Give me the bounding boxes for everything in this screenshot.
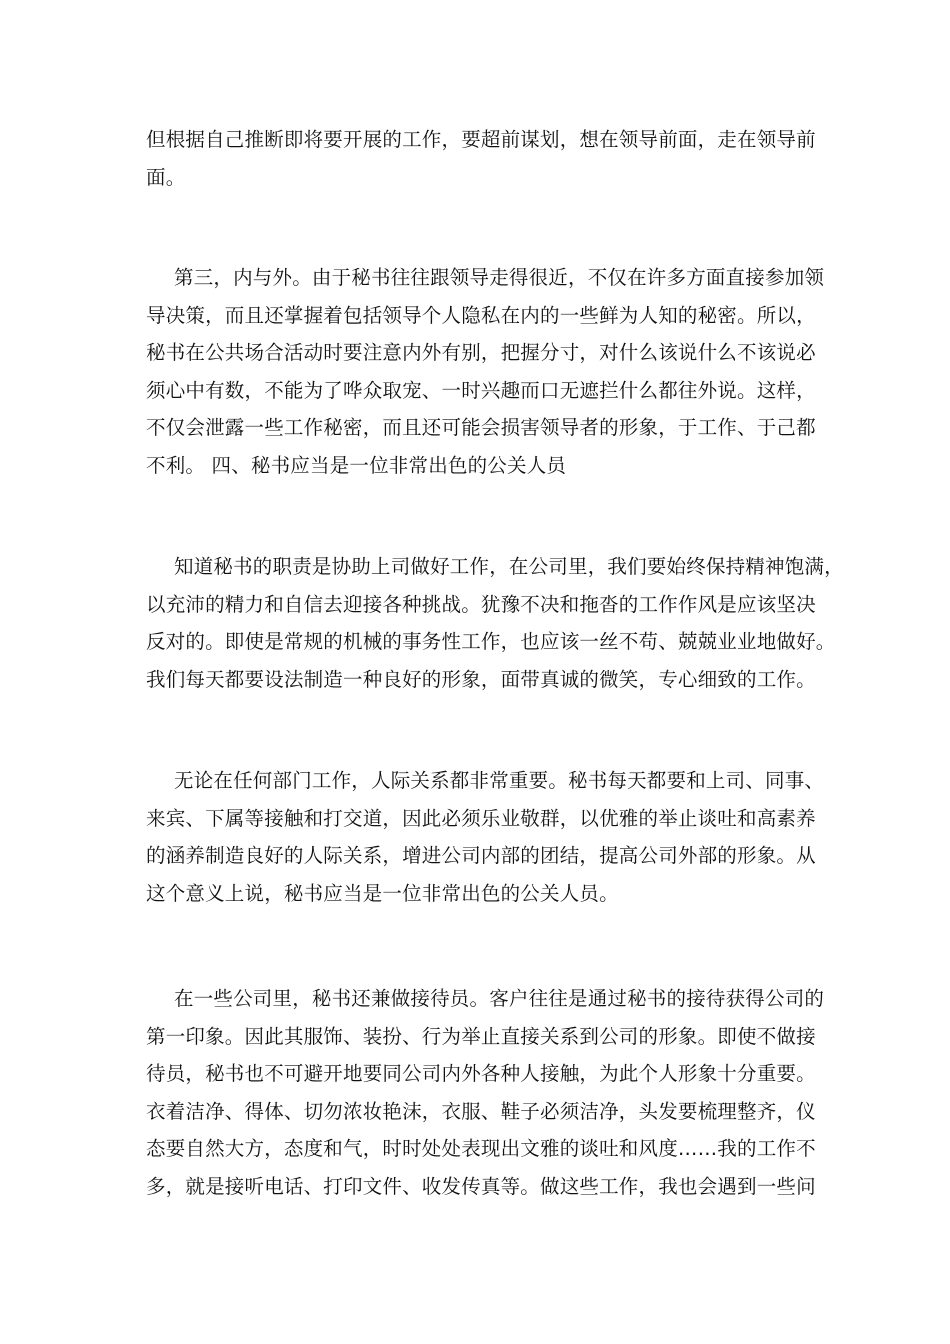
paragraph-line: 不利。 四、秘书应当是一位非常出色的公关人员 [146,453,567,477]
paragraph-continuation [146,121,814,196]
paragraph-relationships [146,762,825,912]
paragraph-line: 态要自然大方，态度和气，时时处处表现出文雅的谈吐和风度……我的工作不 [146,1137,816,1160]
paragraph-line: 导决策，而且还掌握着包括领导个人隐私在内的一些鲜为人知的秘密。所以， [146,303,816,327]
paragraph-line: 秘书在公共场合活动时要注意内外有别，把握分寸，对什么该说什么不该说必 [146,341,816,364]
paragraph-line: 在一些公司里，秘书还兼做接待员。客户往往是通过秘书的接待获得公司的 [174,987,825,1010]
paragraph-line: 不仅会泄露一些工作秘密，而且还可能会损害领导者的形象，于工作、于己都 [146,416,816,439]
paragraph-line: 待员，秘书也不可避开地要同公司内外各种人接触，为此个人形象十分重要。 [146,1062,816,1085]
paragraph-line: 面。 [146,165,186,189]
paragraph-line: 来宾、下属等接触和打交道，因此必须乐业敬群，以优雅的举止谈吐和高素养 [146,806,816,830]
paragraph-duties [146,548,844,698]
paragraph-line: 无论在任何部门工作，人际关系都非常重要。秘书每天都要和上司、同事、 [174,769,825,792]
paragraph-line: 知道秘书的职责是协助上司做好工作，在公司里，我们要始终保持精神饱满， [174,555,844,578]
paragraph-line: 反对的。即使是常规的机械的事务性工作，也应该一丝不苟、兢兢业业地做好。 [146,630,836,653]
paragraph-line: 的涵养制造良好的人际关系，增进公司内部的团结，提高公司外部的形象。从 [146,844,816,867]
paragraph-reception [146,980,825,1205]
paragraph-line: 我们每天都要设法制造一种良好的形象，面带真诚的微笑，专心细致的工作。 [146,667,816,691]
paragraph-line: 以充沛的精力和自信去迎接各种挑战。犹豫不决和拖沓的工作作风是应该坚决 [146,592,816,616]
paragraph-line: 多，就是接听电话、打印文件、收发传真等。做这些工作，我也会遇到一些问 [146,1174,816,1198]
paragraph-line: 第一印象。因此其服饰、装扮、行为举止直接关系到公司的形象。即使不做接 [146,1024,816,1048]
paragraph-inside-outside [146,259,825,484]
paragraph-line: 但根据自己推断即将要开展的工作，要超前谋划，想在领导前面，走在领导前 [146,128,816,151]
paragraph-line: 须心中有数，不能为了哗众取宠、一时兴趣而口无遮拦什么都往外说。这样， [146,378,816,402]
paragraph-line: 第三，内与外。由于秘书往往跟领导走得很近，不仅在许多方面直接参加领 [174,266,825,289]
paragraph-line: 衣着洁净、得体、切勿浓妆艳沫，衣服、鞋子必须洁净，头发要梳理整齐，仪 [146,1099,816,1123]
paragraph-line: 这个意义上说，秘书应当是一位非常出色的公关人员。 [146,881,619,905]
